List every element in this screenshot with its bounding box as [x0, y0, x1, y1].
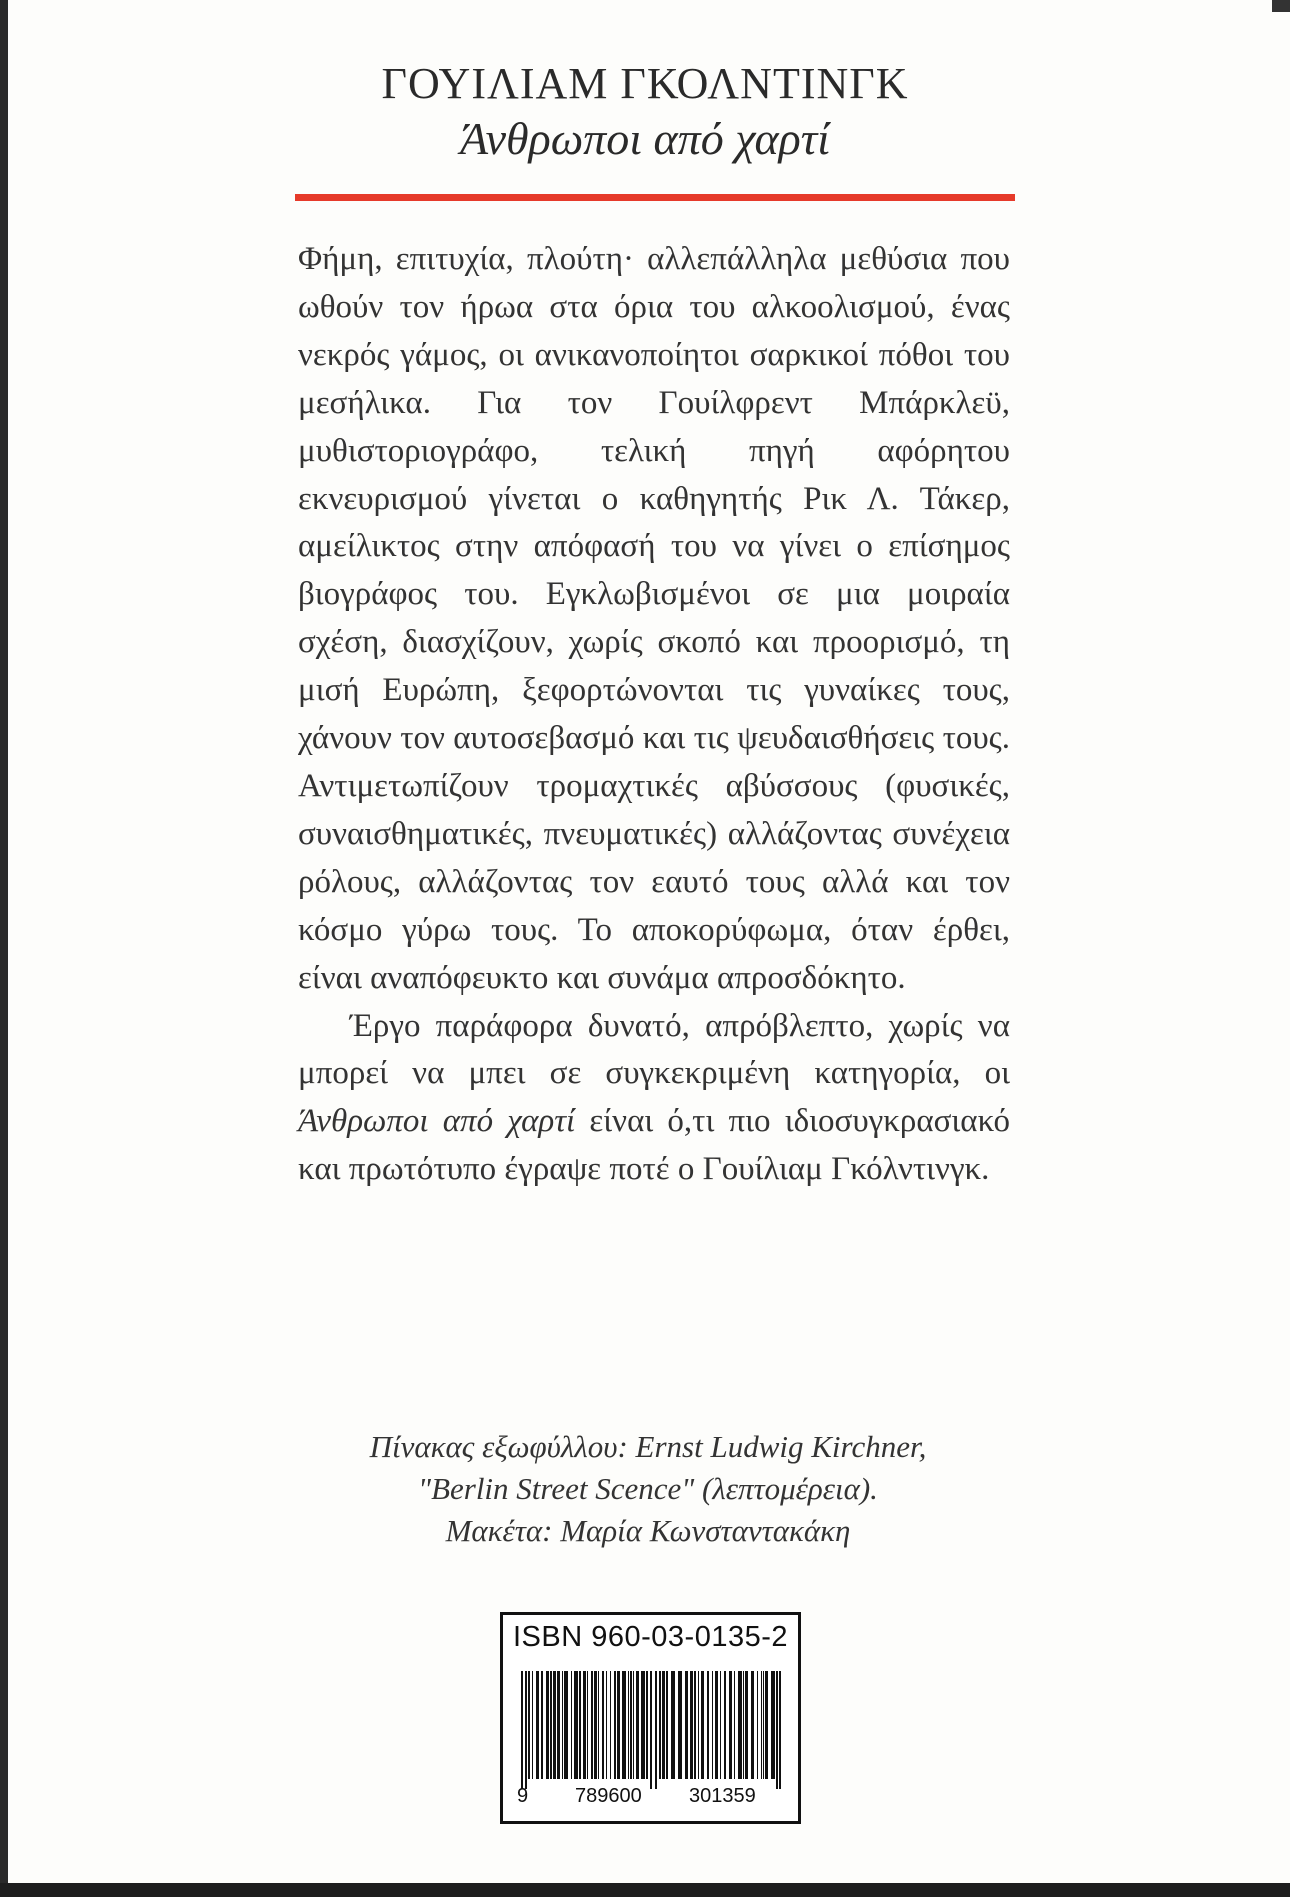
- isbn-barcode-box: [500, 1612, 801, 1824]
- barcode-bar: [591, 1671, 593, 1779]
- barcode-bar: [622, 1671, 626, 1779]
- barcode-bar: [743, 1671, 744, 1779]
- author-name: ΓΟΥΙΛΙΑΜ ΓΚΟΛΝΤΙΝΓΚ: [381, 59, 909, 108]
- barcode-bar: [628, 1671, 629, 1779]
- barcode-bar: [678, 1671, 682, 1779]
- barcode-bar: [562, 1671, 563, 1779]
- barcode-bar: [763, 1671, 764, 1779]
- blurb-paragraph-2-start: Έργο παράφορα δυνατό, απρόβλεπτο, χωρίς να μπορεί να μπει σε συγκεκριμένη κατηγορία, οι: [298, 1007, 1010, 1092]
- cover-left-edge: [0, 0, 8, 1897]
- cover-corner-mark: [1272, 0, 1290, 12]
- barcode-bar: [698, 1671, 699, 1779]
- credit-painting-title: "Berlin Street Scence" (λεπτομέρεια).: [418, 1471, 878, 1506]
- barcode-bar: [553, 1671, 556, 1779]
- barcode-bar: [633, 1671, 634, 1779]
- credit-cover-painting: Πίνακας εξωφύλλου: Ernst Ludwig Kirchner,: [369, 1429, 927, 1464]
- barcode-bar: [602, 1671, 604, 1779]
- ean-first-digit: 9: [517, 1785, 529, 1807]
- barcode-bar: [587, 1671, 588, 1779]
- barcode-bar: [685, 1671, 688, 1779]
- barcode-bar: [528, 1671, 530, 1779]
- credit-design: Μακέτα: Μαρία Κωνσταντακάκη: [445, 1513, 851, 1548]
- barcode-bar: [583, 1671, 586, 1779]
- barcode-bar: [655, 1671, 657, 1789]
- barcode-bar: [641, 1671, 645, 1779]
- barcode-bar: [729, 1671, 732, 1779]
- barcode-bar: [557, 1671, 560, 1779]
- barcode-bar: [776, 1671, 778, 1789]
- barcode-bar: [734, 1671, 735, 1779]
- barcode-bar: [779, 1671, 781, 1789]
- barcode-bar: [541, 1671, 543, 1779]
- barcode-bar: [606, 1671, 607, 1779]
- barcode-bar: [745, 1671, 748, 1779]
- barcode-bar: [598, 1671, 599, 1779]
- barcode-bar: [662, 1671, 665, 1779]
- barcode-bar: [738, 1671, 742, 1779]
- barcode-bar: [671, 1671, 675, 1779]
- barcode-bar: [550, 1671, 552, 1779]
- barcode-bar: [564, 1671, 568, 1779]
- barcode-bar: [724, 1671, 726, 1779]
- barcode-bar: [694, 1671, 696, 1779]
- barcode-bar: [630, 1671, 632, 1779]
- barcode-bar: [546, 1671, 549, 1779]
- book-title: Άνθρωποι από χαρτί: [460, 113, 830, 164]
- barcode-bar: [690, 1671, 693, 1779]
- ean-right-group: 301359: [689, 1785, 756, 1807]
- barcode-bar: [614, 1671, 616, 1779]
- ean-left-group: 789600: [575, 1785, 642, 1807]
- cover-bottom-edge: [0, 1883, 1290, 1897]
- barcode-bar: [761, 1671, 762, 1779]
- barcode-bar: [712, 1671, 713, 1779]
- cover-credits: [298, 1426, 998, 1552]
- blurb-paragraph-2-end: είναι ό,τι πιο ιδιοσυγκρασιακό και πρωτότυπο έγραψε ποτέ ο Γουίλιαμ Γκόλντινγκ.: [298, 1103, 1010, 1188]
- barcode-bar: [659, 1671, 661, 1779]
- barcode-bar: [765, 1671, 768, 1779]
- barcode-bar: [720, 1671, 721, 1779]
- barcode-bar: [617, 1671, 620, 1779]
- barcode-bar: [579, 1671, 581, 1779]
- barcode-bar: [771, 1671, 775, 1779]
- barcode-bar: [751, 1671, 754, 1779]
- isbn-number: ISBN 960-03-0135-2: [513, 1621, 788, 1653]
- barcode-bar: [707, 1671, 709, 1779]
- barcode-bar: [574, 1671, 578, 1779]
- blurb-paragraph-1: Φήμη, επιτυχία, πλούτη· αλλεπάλληλα μεθύσια που ωθούν τον ήρωα στα όρια του αλκοολισμού, ένας νεκρός γάμος, οι ανικανοποίητοι σαρκικοί πόθοι του μεσήλικα. Για τον Γουίλφρεντ Μπάρκλεϋ, μυθιστοριογράφο, τελική πηγή αφόρητου εκνευρισμού γίνεται ο καθηγητής Ρικ Λ. Τάκερ, αμείλικτος στην απόφασή του να γίνει ο επίσημος βιογράφος του. Εγκλωβισμένοι σε μια μοιραία σχέση, διασχίζουν, χωρίς σκοπό και προορισμό, τη μισή Ευρώπη, ξεφορτώνονται τις γυναίκες τους, χάνουν τον αυτοσεβασμό και τις ψευδαισθήσεις τους. Αντιμετωπίζουν τρομαχτικές αβύσσους (φυσικές, συναισθηματικές, πνευματικές) αλλάζοντας συνέχεια ρόλους, αλλάζοντας τον εαυτό τους αλλά και τον κόσμο γύρω τους. Το αποκορύφωμα, όταν έρθει, είναι αναπόφευκτο και συνάμα απροσδόκητο.: [298, 241, 1010, 996]
- barcode-bar: [521, 1671, 523, 1789]
- barcode-bar: [571, 1671, 572, 1779]
- barcode-bar: [757, 1671, 758, 1779]
- barcode-bar: [636, 1671, 639, 1779]
- barcode-bar: [650, 1671, 652, 1789]
- title-divider: [295, 194, 1015, 201]
- barcode-bar: [610, 1671, 611, 1779]
- barcode-bar: [594, 1671, 597, 1779]
- blurb-paragraph-2: [298, 1003, 1010, 1195]
- barcode-bar: [536, 1671, 539, 1779]
- barcode-bar: [715, 1671, 718, 1779]
- barcode-bars: [521, 1671, 783, 1789]
- barcode-bar: [646, 1671, 648, 1779]
- blurb-inline-title: Άνθρωποι από χαρτί: [298, 1103, 576, 1140]
- barcode-bar: [532, 1671, 533, 1779]
- blurb: [298, 236, 1010, 1194]
- barcode-bar: [666, 1671, 668, 1779]
- barcode-bar: [525, 1671, 527, 1789]
- barcode-bar: [701, 1671, 704, 1779]
